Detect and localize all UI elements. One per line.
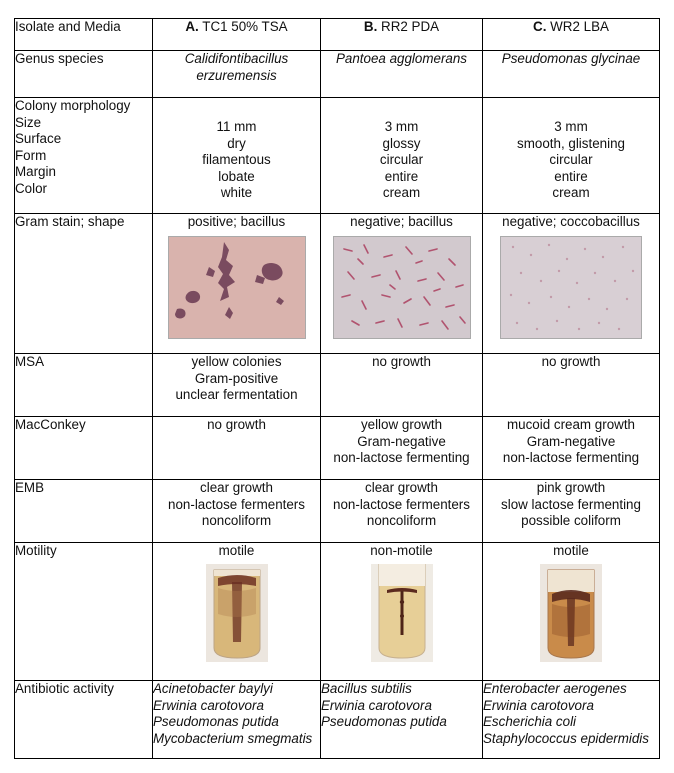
morphology-cell-a [153,98,321,214]
macconkey-cell-b [321,417,483,480]
morphology-value: lobate [218,168,255,184]
morphology-cell-c [483,98,660,214]
gram-cell-c [483,214,660,354]
gram-negative-bacillus-micrograph [333,236,471,339]
antibiotic-organism: Enterobacter aerogenes [483,681,627,696]
morphology-labels [15,98,153,214]
column-letter-c: C. [533,19,547,34]
column-header-a [153,19,321,51]
results-table [14,18,660,759]
antibiotic-label: Antibiotic activity [15,681,153,759]
motility-cell-c [483,543,660,681]
genus-cell-b [321,51,483,98]
macconkey-value: yellow growth [360,417,443,432]
morphology-value: 11 mm [216,119,257,134]
macconkey-value: Gram-negative [357,433,446,449]
antibiotic-organism: Bacillus subtilis [321,681,412,696]
emb-value: clear growth [200,480,273,495]
antibiotic-organism: Erwinia carotovora [483,697,594,713]
column-name-c: WR2 LBA [550,19,609,34]
msa-value: no growth [372,354,431,369]
morphology-label: Colony morphology [15,98,131,113]
emb-value: non-lactose fermenters [333,496,470,512]
motility-result: motile [218,543,255,558]
antibiotic-row [15,681,660,759]
genus-text: erzuremensis [196,67,277,83]
morphology-label: Margin [15,164,56,179]
macconkey-label: MacConkey [15,417,153,480]
antibiotic-cell-c [483,681,660,759]
gram-result: positive; bacillus [187,214,286,229]
emb-row [15,480,660,543]
morphology-row [15,98,660,214]
motility-tube-diffuse [206,564,268,662]
genus-label: Genus species [15,51,153,98]
genus-text: Calidifontibacillus [184,51,289,66]
antibiotic-organism: Staphylococcus epidermidis [483,730,649,746]
msa-value: Gram-positive [194,370,279,386]
morphology-label: Form [15,147,47,163]
gram-positive-bacillus-micrograph [168,236,306,339]
macconkey-value: non-lactose fermenting [333,450,470,465]
antibiotic-organism: Pseudomonas putida [321,714,447,729]
macconkey-value: no growth [207,417,266,432]
motility-tube-diffuse [540,564,602,662]
antibiotic-organism: Mycobacterium smegmatis [153,730,313,746]
column-letter-a: A. [185,19,199,34]
msa-value: unclear fermentation [175,387,298,402]
morphology-value: circular [549,152,593,167]
gram-result: negative; bacillus [350,214,453,229]
msa-value: yellow colonies [191,354,282,369]
emb-cell-a [153,480,321,543]
genus-cell-a [153,51,321,98]
morphology-label: Color [15,180,47,196]
column-header-b [321,19,483,51]
genus-text: Pantoea agglomerans [335,51,468,66]
morphology-value: entire [384,168,419,184]
header-label: Isolate and Media [15,19,153,51]
morphology-value: smooth, glistening [517,135,625,151]
emb-value: clear growth [365,480,438,495]
antibiotic-cell-a [153,681,321,759]
morphology-value: cream [382,185,421,200]
antibiotic-organism: Erwinia carotovora [321,697,432,713]
gram-result: negative; coccobacillus [502,214,640,229]
emb-value: pink growth [536,480,606,495]
macconkey-value: mucoid cream growth [506,417,635,432]
antibiotic-organism: Acinetobacter baylyi [153,681,273,696]
emb-value: noncoliform [201,513,272,528]
genus-cell-c [483,51,660,98]
morphology-value: entire [554,168,588,184]
motility-row [15,543,660,681]
morphology-value: cream [552,185,590,200]
emb-value: slow lactose fermenting [501,496,641,512]
msa-value: no growth [541,354,601,369]
emb-value: non-lactose fermenters [168,496,305,512]
msa-cell-b [321,354,483,417]
antibiotic-cell-b [321,681,483,759]
gram-cell-a [153,214,321,354]
column-name-a: TC1 50% TSA [202,19,288,34]
morphology-value: 3 mm [384,119,419,134]
genus-row [15,51,660,98]
emb-label: EMB [15,480,153,543]
morphology-value: circular [379,152,424,167]
gram-cell-b [321,214,483,354]
morphology-label: Surface [15,131,62,146]
gram-label: Gram stain; shape [15,214,153,354]
antibiotic-organism: Escherichia coli [483,714,577,729]
morphology-label: Size [15,114,42,130]
emb-cell-b [321,480,483,543]
macconkey-value: Gram-negative [526,433,616,449]
macconkey-row [15,417,660,480]
msa-cell-a [153,354,321,417]
gram-row [15,214,660,354]
emb-value: possible coliform [521,513,621,528]
morphology-value: 3 mm [554,119,588,134]
morphology-cell-b [321,98,483,214]
motility-result: non-motile [370,543,433,558]
column-letter-b: B. [363,19,378,34]
emb-value: noncoliform [366,513,437,528]
macconkey-cell-a [153,417,321,480]
emb-cell-c [483,480,660,543]
morphology-value: dry [227,135,246,151]
msa-cell-c [483,354,660,417]
motility-label: Motility [15,543,153,681]
morphology-value: filamentous [202,152,271,167]
motility-cell-a [153,543,321,681]
gram-negative-coccobacillus-micrograph [500,236,642,339]
msa-row [15,354,660,417]
morphology-value: glossy [382,135,421,151]
antibiotic-organism: Pseudomonas putida [153,714,279,729]
msa-label: MSA [15,354,153,417]
motility-cell-b [321,543,483,681]
macconkey-cell-c [483,417,660,480]
header-row [15,19,660,51]
morphology-value: white [220,185,253,200]
motility-tube-stab-line [371,564,433,662]
genus-text: Pseudomonas glycinae [501,51,641,66]
column-header-c [483,19,660,51]
column-name-b: RR2 PDA [381,19,440,34]
macconkey-value: non-lactose fermenting [502,450,640,465]
antibiotic-organism: Erwinia carotovora [153,697,264,713]
motility-result: motile [553,543,589,558]
